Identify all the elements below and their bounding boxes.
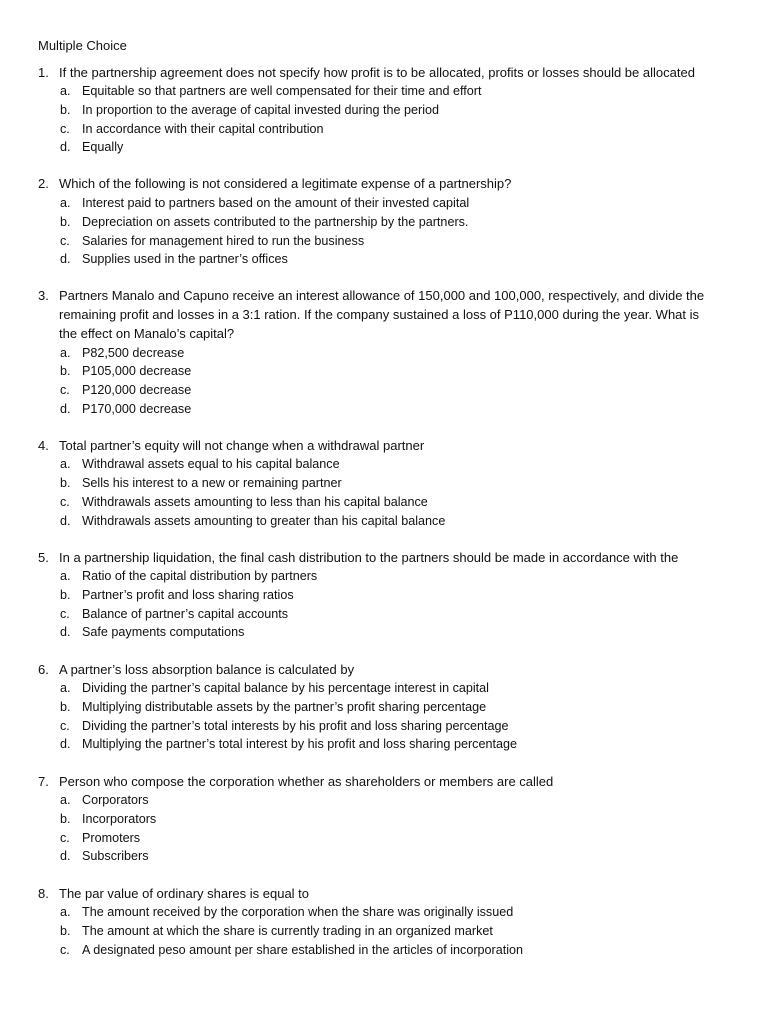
answer-option	[0, 605, 768, 624]
answer-options	[0, 567, 768, 642]
option-text: Depreciation on assets contributed to the partnership by the partners.	[82, 214, 469, 229]
question-number: 1.	[38, 64, 49, 80]
question-2	[0, 175, 768, 268]
answer-option	[0, 810, 768, 829]
option-text: Sells his interest to a new or remaining partner	[82, 476, 342, 491]
option-letter: a.	[60, 457, 71, 472]
option-letter: c.	[60, 382, 70, 397]
question-number: 2.	[38, 176, 49, 192]
question-text: The par value of ordinary shares is equal to	[59, 885, 310, 901]
option-letter: b.	[60, 102, 71, 117]
option-text: Subscribers	[82, 849, 149, 864]
question-number: 3.	[38, 288, 49, 304]
option-text: Interest paid to partners based on the amount of their invested capital	[82, 196, 470, 211]
answer-options	[0, 455, 768, 530]
option-letter: a.	[60, 793, 71, 808]
option-text: In accordance with their capital contribution	[82, 121, 324, 136]
option-letter: c.	[60, 718, 70, 733]
option-letter: b.	[60, 476, 71, 491]
question-text: Total partner’s equity will not change when a withdrawal partner	[59, 437, 425, 453]
option-text: Withdrawals assets amounting to less than his capital balance	[82, 494, 428, 509]
option-letter: d.	[60, 401, 71, 416]
option-text: P170,000 decrease	[82, 401, 192, 416]
answer-option	[0, 512, 768, 531]
answer-option	[0, 344, 768, 363]
question-number: 7.	[38, 773, 49, 789]
option-letter: b.	[60, 214, 71, 229]
question-text: Partners Manalo and Capuno receive an interest allowance of 150,000 and 100,000, respectively, and divide the remaining profit and losses in a 3:1 ration. If the company sustained a loss of P110,000 during the year. What is the effect on Manalo’s capital?	[59, 288, 705, 341]
answer-option	[0, 735, 768, 754]
question-5	[0, 549, 768, 642]
option-letter: d.	[60, 625, 71, 640]
answer-option	[0, 250, 768, 269]
answer-option	[0, 101, 768, 120]
answer-option	[0, 717, 768, 736]
option-text: Promoters	[82, 830, 141, 845]
question-8	[0, 885, 768, 960]
answer-option	[0, 474, 768, 493]
option-text: In proportion to the average of capital invested during the period	[82, 102, 440, 117]
option-text: A designated peso amount per share established in the articles of incorporation	[82, 942, 524, 957]
answer-options	[0, 903, 768, 959]
question-text: In a partnership liquidation, the final cash distribution to the partners should be made in accordance with the	[59, 549, 679, 565]
option-letter: d.	[60, 849, 71, 864]
option-letter: a.	[60, 345, 71, 360]
question-number: 6.	[38, 661, 49, 677]
answer-options	[0, 194, 768, 269]
option-letter: d.	[60, 513, 71, 528]
answer-option	[0, 698, 768, 717]
question-text: A partner’s loss absorption balance is calculated by	[59, 661, 355, 677]
option-letter: d.	[60, 737, 71, 752]
option-text: Incorporators	[82, 812, 157, 827]
question-list	[0, 64, 768, 978]
option-letter: d.	[60, 140, 71, 155]
answer-option	[0, 586, 768, 605]
answer-option	[0, 455, 768, 474]
option-text: Salaries for management hired to run the business	[82, 233, 365, 248]
question-number: 8.	[38, 885, 49, 901]
option-text: P120,000 decrease	[82, 382, 192, 397]
answer-option	[0, 493, 768, 512]
answer-option	[0, 567, 768, 586]
answer-option	[0, 120, 768, 139]
option-letter: c.	[60, 942, 70, 957]
answer-option	[0, 194, 768, 213]
question-text: Person who compose the corporation whether as shareholders or members are called	[59, 773, 554, 789]
option-letter: a.	[60, 196, 71, 211]
option-letter: c.	[60, 830, 70, 845]
option-text: Supplies used in the partner’s offices	[82, 252, 288, 267]
question-6	[0, 661, 768, 754]
option-text: P82,500 decrease	[82, 345, 185, 360]
answer-option	[0, 138, 768, 157]
question-7	[0, 773, 768, 866]
option-text: Equitable so that partners are well compensated for their time and effort	[82, 84, 482, 99]
option-text: Equally	[82, 140, 124, 155]
answer-option	[0, 847, 768, 866]
option-letter: c.	[60, 121, 70, 136]
answer-option	[0, 362, 768, 381]
option-letter: a.	[60, 905, 71, 920]
option-letter: c.	[60, 233, 70, 248]
option-text: The amount at which the share is currently trading in an organized market	[82, 923, 493, 938]
answer-option	[0, 381, 768, 400]
option-text: Corporators	[82, 793, 149, 808]
question-4	[0, 437, 768, 530]
answer-options	[0, 344, 768, 419]
option-letter: b.	[60, 700, 71, 715]
answer-option	[0, 903, 768, 922]
option-text: Withdrawals assets amounting to greater than his capital balance	[82, 513, 446, 528]
option-text: Safe payments computations	[82, 625, 245, 640]
option-letter: b.	[60, 812, 71, 827]
answer-option	[0, 82, 768, 101]
option-letter: a.	[60, 84, 71, 99]
answer-options	[0, 82, 768, 157]
option-letter: a.	[60, 681, 71, 696]
answer-option	[0, 922, 768, 941]
option-text: Partner’s profit and loss sharing ratios	[82, 588, 294, 603]
option-letter: b.	[60, 923, 71, 938]
option-text: Ratio of the capital distribution by partners	[82, 569, 318, 584]
option-text: Dividing the partner’s capital balance by his percentage interest in capital	[82, 681, 489, 696]
question-3	[0, 287, 768, 418]
option-text: Multiplying the partner’s total interest by his profit and loss sharing percentage	[82, 737, 517, 752]
answer-option	[0, 941, 768, 960]
answer-option	[0, 213, 768, 232]
question-number: 4.	[38, 437, 49, 453]
option-text: Multiplying distributable assets by the partner’s profit sharing percentage	[82, 700, 487, 715]
option-text: Dividing the partner’s total interests by his profit and loss sharing percentage	[82, 718, 509, 733]
option-letter: a.	[60, 569, 71, 584]
option-letter: c.	[60, 606, 70, 621]
question-text: If the partnership agreement does not specify how profit is to be allocated, profits or losses should be allocated	[59, 64, 695, 80]
option-text: Withdrawal assets equal to his capital balance	[82, 457, 340, 472]
option-text: Balance of partner’s capital accounts	[82, 606, 289, 621]
question-number: 5.	[38, 549, 49, 565]
option-letter: c.	[60, 494, 70, 509]
option-text: The amount received by the corporation when the share was originally issued	[82, 905, 514, 920]
option-letter: b.	[60, 364, 71, 379]
page-heading: Multiple Choice	[38, 38, 127, 53]
option-letter: d.	[60, 252, 71, 267]
answer-options	[0, 679, 768, 754]
answer-option	[0, 829, 768, 848]
answer-option	[0, 232, 768, 251]
question-text: Which of the following is not considered a legitimate expense of a partnership?	[59, 176, 512, 192]
question-1	[0, 64, 768, 157]
answer-option	[0, 623, 768, 642]
option-letter: b.	[60, 588, 71, 603]
option-text: P105,000 decrease	[82, 364, 192, 379]
answer-option	[0, 679, 768, 698]
answer-option	[0, 791, 768, 810]
answer-options	[0, 791, 768, 866]
answer-option	[0, 400, 768, 419]
